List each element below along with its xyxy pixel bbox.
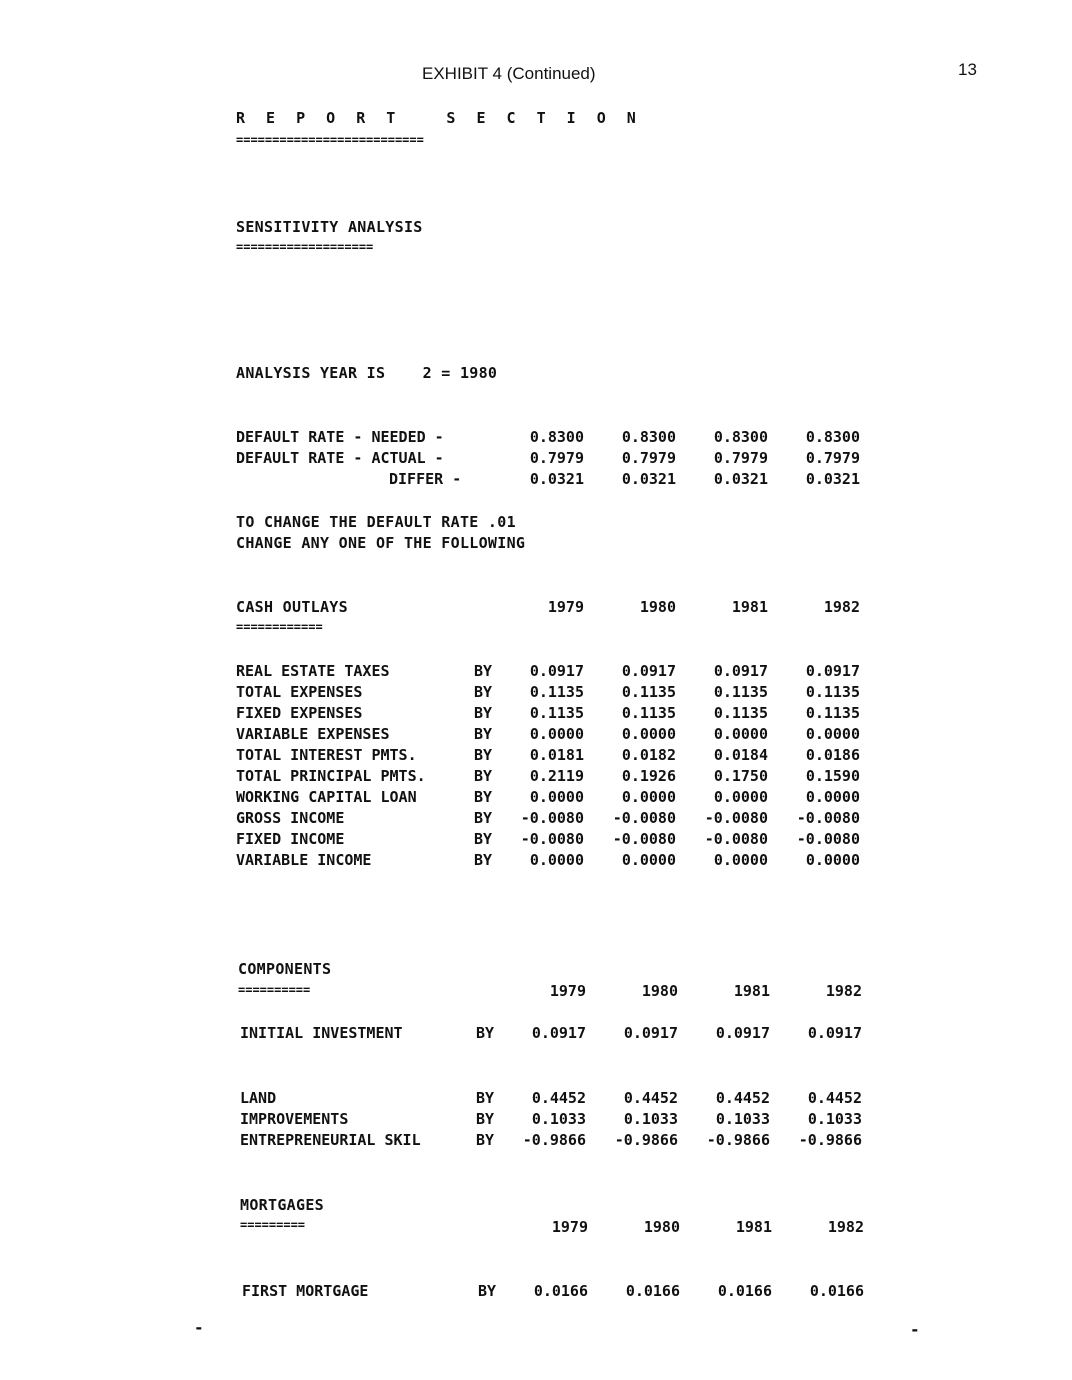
table-cell-value: 0.4452 [531,1089,586,1107]
components-year-1979: 1979 [549,982,586,1000]
table-cell-value: 0.0000 [529,725,584,743]
initial-investment-1982: 0.0917 [807,1024,862,1042]
table-cell-value: 0.0186 [805,746,860,764]
instruction-line-2: CHANGE ANY ONE OF THE FOLLOWING [236,534,526,552]
table-cell-value: 0.0000 [529,788,584,806]
table-cell-value: 0.4452 [807,1089,862,1107]
table-cell-value: 0.1750 [713,767,768,785]
table-row-label: VARIABLE EXPENSES [236,725,390,743]
table-row-label: VARIABLE INCOME [236,851,372,869]
table-cell-value: 0.0184 [713,746,768,764]
default-rate-actual-1980: 0.7979 [621,449,676,467]
default-rate-actual-1979: 0.7979 [529,449,584,467]
table-row-by: BY [476,1110,495,1128]
default-rate-differ-1980: 0.0321 [621,470,676,488]
initial-investment-1980: 0.0917 [623,1024,678,1042]
table-cell-value: 0.0917 [713,662,768,680]
table-row-label: FIXED INCOME [236,830,345,848]
table-row-label: FIXED EXPENSES [236,704,363,722]
table-row-label: IMPROVEMENTS [240,1110,349,1128]
analysis-year: ANALYSIS YEAR IS 2 = 1980 [236,364,498,382]
first-mortgage-1980: 0.0166 [625,1282,680,1300]
table-row-label: ENTREPRENEURIAL SKIL [240,1131,421,1149]
table-cell-value: 0.1135 [713,704,768,722]
table-row-label: TOTAL INTEREST PMTS. [236,746,417,764]
sensitivity-rule: =================== [236,240,374,254]
report-section-rule: ========================== [236,133,424,147]
table-cell-value: 0.1135 [529,683,584,701]
table-row-label: REAL ESTATE TAXES [236,662,390,680]
default-rate-actual-1981: 0.7979 [713,449,768,467]
table-row-by: BY [474,662,493,680]
cash-outlays-year-1981: 1981 [731,598,768,616]
table-cell-value: 0.0000 [621,788,676,806]
table-row-label: TOTAL EXPENSES [236,683,363,701]
components-year-1982: 1982 [825,982,862,1000]
mortgages-year-1979: 1979 [551,1218,588,1236]
table-row-label: GROSS INCOME [236,809,345,827]
table-cell-value: 0.1033 [807,1110,862,1128]
table-cell-value: -0.0080 [796,830,860,848]
first-mortgage-by: BY [478,1282,497,1300]
table-cell-value: -0.9866 [522,1131,586,1149]
table-cell-value: -0.0080 [520,830,584,848]
table-cell-value: 0.1135 [621,704,676,722]
default-rate-needed-label: DEFAULT RATE - NEEDED - [236,428,444,446]
table-row-by: BY [474,725,493,743]
table-cell-value: -0.9866 [614,1131,678,1149]
table-cell-value: -0.9866 [706,1131,770,1149]
report-section-title: R E P O R T S E C T I O N [236,109,642,127]
table-cell-value: 0.1033 [623,1110,678,1128]
table-row-by: BY [474,704,493,722]
table-row-label: TOTAL PRINCIPAL PMTS. [236,767,426,785]
default-rate-needed-1982: 0.8300 [805,428,860,446]
mortgages-title: MORTGAGES [240,1196,324,1214]
table-row-by: BY [476,1089,495,1107]
table-row-label: LAND [240,1089,277,1107]
table-row-label: WORKING CAPITAL LOAN [236,788,417,806]
first-mortgage-label: FIRST MORTGAGE [242,1282,369,1300]
default-rate-differ-1981: 0.0321 [713,470,768,488]
components-year-1981: 1981 [733,982,770,1000]
instruction-line-1: TO CHANGE THE DEFAULT RATE .01 [236,513,516,531]
mortgages-rule: ========= [240,1218,306,1232]
table-cell-value: -0.0080 [612,809,676,827]
first-mortgage-1979: 0.0166 [533,1282,588,1300]
initial-investment-by: BY [476,1024,495,1042]
table-cell-value: 0.1135 [713,683,768,701]
mortgages-year-1981: 1981 [735,1218,772,1236]
table-cell-value: 0.0000 [621,725,676,743]
sensitivity-title: SENSITIVITY ANALYSIS [236,218,423,236]
table-cell-value: 0.0000 [713,725,768,743]
default-rate-needed-1981: 0.8300 [713,428,768,446]
table-cell-value: 0.0181 [529,746,584,764]
table-cell-value: 0.0000 [713,851,768,869]
cash-outlays-title: CASH OUTLAYS [236,598,348,616]
table-cell-value: -0.0080 [520,809,584,827]
table-cell-value: -0.9866 [798,1131,862,1149]
footer-left-mark: - [194,1318,204,1337]
table-cell-value: 0.1135 [805,683,860,701]
first-mortgage-1982: 0.0166 [809,1282,864,1300]
default-rate-actual-1982: 0.7979 [805,449,860,467]
table-row-by: BY [474,767,493,785]
table-cell-value: -0.0080 [704,830,768,848]
table-row-by: BY [474,683,493,701]
table-cell-value: 0.1033 [531,1110,586,1128]
default-rate-actual-label: DEFAULT RATE - ACTUAL - [236,449,444,467]
default-rate-needed-1980: 0.8300 [621,428,676,446]
table-row-by: BY [474,788,493,806]
table-cell-value: 0.1135 [621,683,676,701]
table-cell-value: -0.0080 [796,809,860,827]
table-cell-value: 0.0000 [805,851,860,869]
mortgages-year-1982: 1982 [827,1218,864,1236]
cash-outlays-year-1980: 1980 [639,598,676,616]
table-cell-value: 0.2119 [529,767,584,785]
initial-investment-1979: 0.0917 [531,1024,586,1042]
table-row-by: BY [474,746,493,764]
components-title: COMPONENTS [238,960,332,978]
table-cell-value: 0.0182 [621,746,676,764]
default-rate-differ-label: DIFFER - [389,470,462,488]
mortgages-year-1980: 1980 [643,1218,680,1236]
table-cell-value: 0.1135 [805,704,860,722]
table-cell-value: 0.1033 [715,1110,770,1128]
table-cell-value: -0.0080 [612,830,676,848]
table-cell-value: 0.1135 [529,704,584,722]
table-cell-value: 0.0000 [713,788,768,806]
table-cell-value: 0.0917 [621,662,676,680]
table-cell-value: 0.4452 [623,1089,678,1107]
initial-investment-1981: 0.0917 [715,1024,770,1042]
exhibit-title: EXHIBIT 4 (Continued) [422,64,596,83]
table-cell-value: 0.0000 [805,725,860,743]
table-cell-value: -0.0080 [704,809,768,827]
cash-outlays-year-1982: 1982 [823,598,860,616]
table-row-by: BY [474,809,493,827]
table-cell-value: 0.1926 [621,767,676,785]
default-rate-differ-1979: 0.0321 [529,470,584,488]
table-row-by: BY [474,830,493,848]
table-cell-value: 0.0000 [529,851,584,869]
table-cell-value: 0.0917 [529,662,584,680]
table-cell-value: 0.0917 [805,662,860,680]
table-cell-value: 0.1590 [805,767,860,785]
table-row-by: BY [474,851,493,869]
table-cell-value: 0.4452 [715,1089,770,1107]
footer-right-mark: - [910,1320,920,1339]
components-rule: ========== [238,983,311,997]
table-cell-value: 0.0000 [805,788,860,806]
default-rate-needed-1979: 0.8300 [529,428,584,446]
first-mortgage-1981: 0.0166 [717,1282,772,1300]
initial-investment-label: INITIAL INVESTMENT [240,1024,403,1042]
default-rate-differ-1982: 0.0321 [805,470,860,488]
page-number: 13 [958,60,977,79]
cash-outlays-rule: ============ [236,620,323,634]
table-cell-value: 0.0000 [621,851,676,869]
cash-outlays-year-1979: 1979 [547,598,584,616]
components-year-1980: 1980 [641,982,678,1000]
table-row-by: BY [476,1131,495,1149]
